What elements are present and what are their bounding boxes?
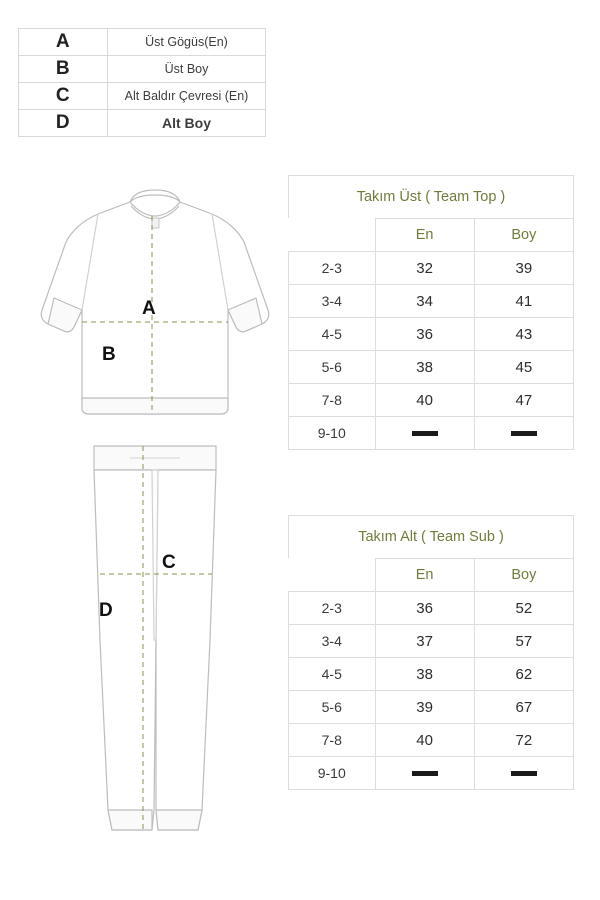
legend-description: Alt Baldır Çevresi (En) <box>108 83 266 110</box>
en-cell <box>375 417 474 450</box>
boy-cell: 45 <box>474 351 573 384</box>
en-cell: 38 <box>375 658 474 691</box>
table-row <box>289 625 574 658</box>
age-cell: 3-4 <box>289 625 376 658</box>
table-row <box>289 285 574 318</box>
empty-value-dash <box>412 431 438 436</box>
empty-value-dash <box>412 771 438 776</box>
age-cell: 7-8 <box>289 724 376 757</box>
age-cell: 3-4 <box>289 285 376 318</box>
column-header-en: En <box>375 559 474 592</box>
boy-cell: 39 <box>474 252 573 285</box>
boy-cell: 72 <box>474 724 573 757</box>
garment-diagram <box>30 170 280 860</box>
table-header-row <box>289 559 574 592</box>
en-cell: 36 <box>375 318 474 351</box>
age-cell: 5-6 <box>289 691 376 724</box>
table-row <box>289 417 574 450</box>
boy-cell <box>474 417 573 450</box>
age-cell: 2-3 <box>289 592 376 625</box>
table-row <box>289 592 574 625</box>
table-row <box>289 318 574 351</box>
table-row <box>19 110 266 137</box>
size-table-team-top <box>288 175 574 450</box>
en-cell: 37 <box>375 625 474 658</box>
en-cell <box>375 757 474 790</box>
age-cell: 9-10 <box>289 757 376 790</box>
age-cell: 7-8 <box>289 384 376 417</box>
size-table-team-sub <box>288 515 574 790</box>
marker-a-label: A <box>142 298 156 319</box>
marker-c-label: C <box>162 552 176 573</box>
table-row <box>289 384 574 417</box>
table-header-row <box>289 219 574 252</box>
en-cell: 32 <box>375 252 474 285</box>
table-row <box>289 658 574 691</box>
marker-b-label: B <box>102 344 116 365</box>
en-cell: 38 <box>375 351 474 384</box>
en-cell: 34 <box>375 285 474 318</box>
size-table-title: Takım Alt ( Team Sub ) <box>288 515 574 558</box>
boy-cell: 62 <box>474 658 573 691</box>
boy-cell: 52 <box>474 592 573 625</box>
legend-key: A <box>19 29 108 56</box>
empty-value-dash <box>511 431 537 436</box>
boy-cell: 43 <box>474 318 573 351</box>
garment-illustration <box>30 170 280 860</box>
en-cell: 40 <box>375 384 474 417</box>
table-row <box>289 351 574 384</box>
column-header-blank <box>289 559 376 592</box>
en-cell: 39 <box>375 691 474 724</box>
age-cell: 4-5 <box>289 658 376 691</box>
age-cell: 5-6 <box>289 351 376 384</box>
table-row <box>289 757 574 790</box>
en-cell: 40 <box>375 724 474 757</box>
age-cell: 2-3 <box>289 252 376 285</box>
table-row <box>289 691 574 724</box>
age-cell: 4-5 <box>289 318 376 351</box>
column-header-boy: Boy <box>474 559 573 592</box>
boy-cell: 67 <box>474 691 573 724</box>
table-row <box>19 56 266 83</box>
en-cell: 36 <box>375 592 474 625</box>
column-header-boy: Boy <box>474 219 573 252</box>
column-header-blank <box>289 219 376 252</box>
age-cell: 9-10 <box>289 417 376 450</box>
boy-cell: 47 <box>474 384 573 417</box>
table-row <box>19 29 266 56</box>
table-row <box>289 252 574 285</box>
legend-key: C <box>19 83 108 110</box>
legend-key: D <box>19 110 108 137</box>
boy-cell: 57 <box>474 625 573 658</box>
legend-description: Üst Boy <box>108 56 266 83</box>
empty-value-dash <box>511 771 537 776</box>
column-header-en: En <box>375 219 474 252</box>
measurement-legend-table <box>18 28 266 137</box>
legend-description: Üst Gögüs(En) <box>108 29 266 56</box>
table-row <box>19 83 266 110</box>
table-row <box>289 724 574 757</box>
legend-key: B <box>19 56 108 83</box>
boy-cell: 41 <box>474 285 573 318</box>
legend-description: Alt Boy <box>108 110 266 137</box>
marker-d-label: D <box>99 600 113 621</box>
boy-cell <box>474 757 573 790</box>
size-table-title: Takım Üst ( Team Top ) <box>288 175 574 218</box>
